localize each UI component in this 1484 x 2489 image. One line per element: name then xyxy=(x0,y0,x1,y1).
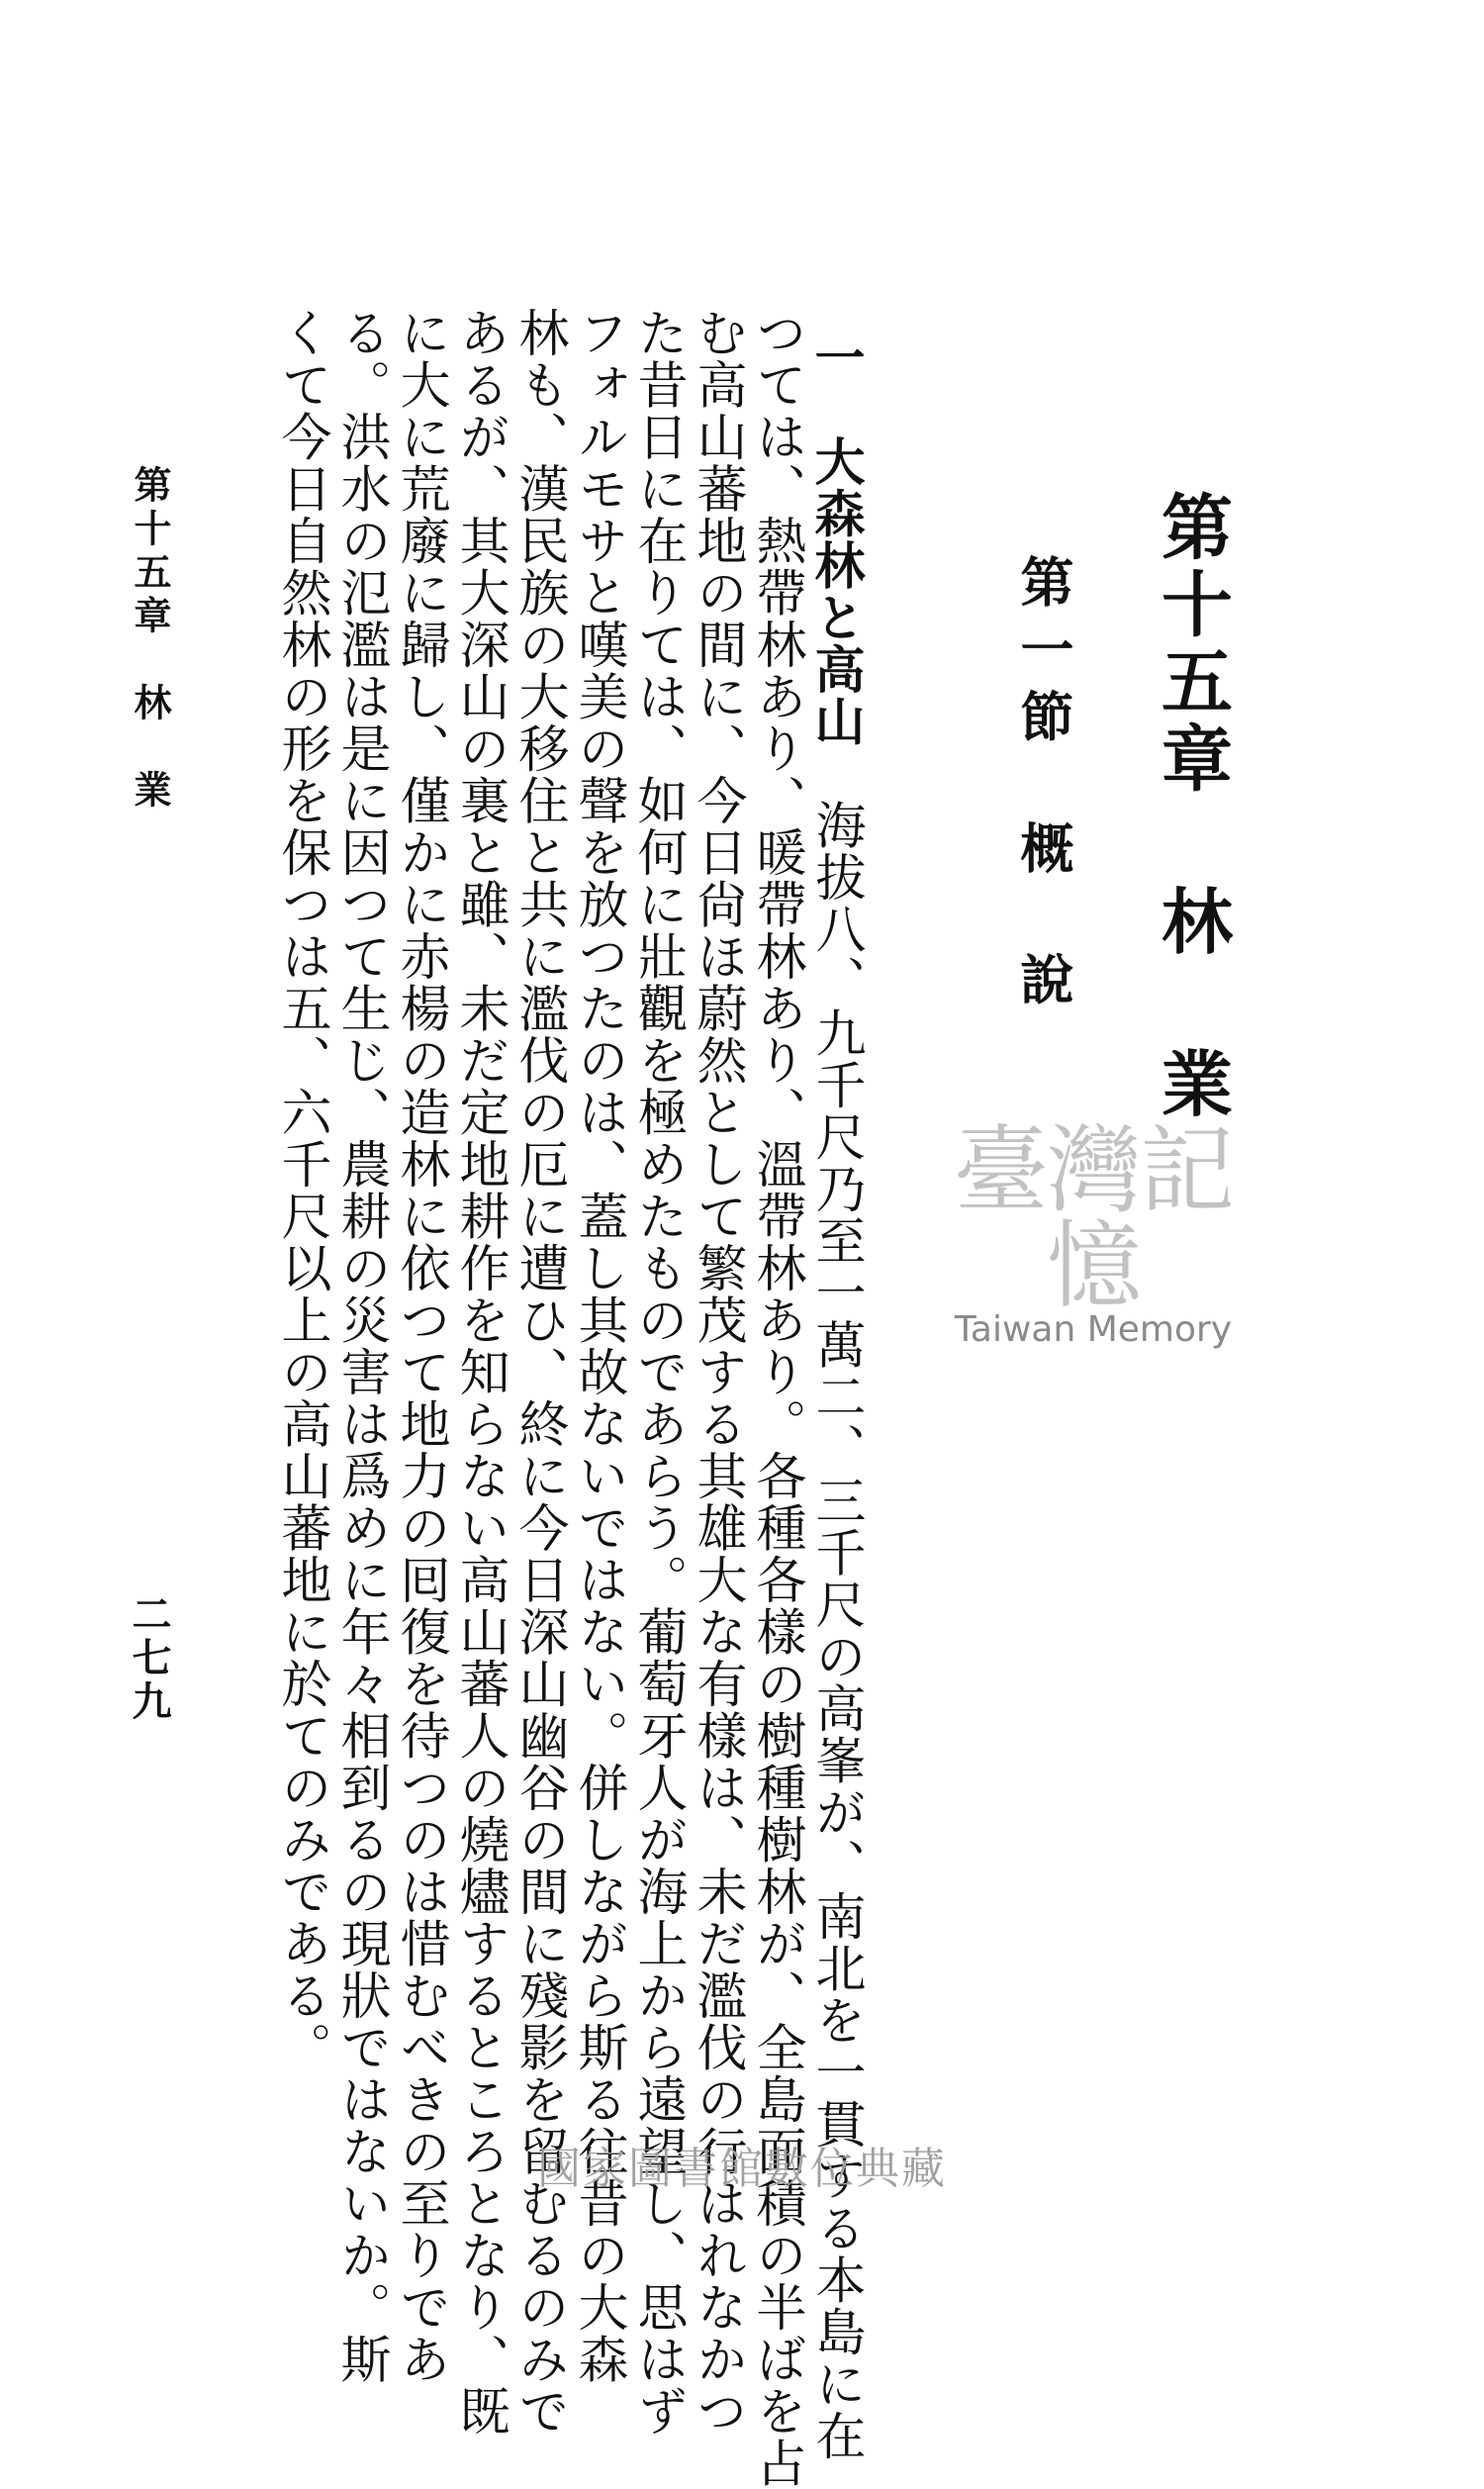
watermark-logo: 臺灣記憶 xyxy=(954,1115,1233,1321)
body-line: あるが、其大深山の裏と雖、未だ定地耕作を知らない高山蕃人の燒燼するところとなり、既 xyxy=(450,307,509,2438)
body-line: フォルモサと嘆美の聲を放つたのは、蓋し其故ないではない。併しながら斯る往昔の大森 xyxy=(569,307,627,2385)
body-line: に大に荒廢に歸し、僅かに赤楊の造林に依つて地力の囘復を待つのは惜むべきの至りであ xyxy=(391,307,449,2385)
section-title xyxy=(1012,554,1075,1019)
paragraph-heading: 一 大森林と高山 xyxy=(805,332,865,800)
watermark-text: Taiwan Memory xyxy=(954,1309,1233,1350)
page-number: 二七九 xyxy=(126,1593,172,1724)
body-line: くて今日自然林の形を保つは五、六千尺以上の高山蕃地に於てのみである。 xyxy=(272,307,330,2073)
chapter-title-number: 第十五章 xyxy=(1150,490,1234,799)
chapter-title-word-1: 林 xyxy=(1150,884,1234,962)
body-line: つては、熱帶林あり、暖帶林あり、溫帶林あり。各種各樣の樹種樹林が、全島面積の半ばを占 xyxy=(747,307,805,2489)
section-title-word-1: 概 xyxy=(1012,819,1075,888)
body-line: た昔日に在りては、如何に壯觀を極めたものであらう。葡萄牙人が海上から遠望し、思はず xyxy=(628,307,687,2438)
body-line: む高山蕃地の間に、今日尙ほ蔚然として繁茂する其雄大な有樣は、未だ濫伐の行はれなかつ xyxy=(688,307,746,2438)
chapter-title-word-2: 業 xyxy=(1150,1046,1234,1124)
library-watermark: 國家圖書館數位典藏 xyxy=(537,2144,947,2194)
taiwan-memory-watermark xyxy=(935,1115,1252,1350)
body-line: る。洪水の氾濫は是に因つて生じ、農耕の災害は爲めに年々相到るの現狀ではないか。斯 xyxy=(331,307,390,2385)
section-title-word-2: 說 xyxy=(1012,951,1075,1019)
chapter-title xyxy=(1150,490,1234,1124)
running-footer-chapter: 第十五章 林 業 xyxy=(128,465,172,814)
body-line-text: 海拔八、九千尺乃至一萬二、三千尺の高峯が、南北を一貫する本島に在 xyxy=(806,799,865,2462)
section-title-number: 第一節 xyxy=(1012,554,1075,756)
body-line: 林も、漢民族の大移住と共に濫伐の厄に遭ひ、終に今日深山幽谷の間に殘影を留むるのみで xyxy=(510,307,568,2438)
